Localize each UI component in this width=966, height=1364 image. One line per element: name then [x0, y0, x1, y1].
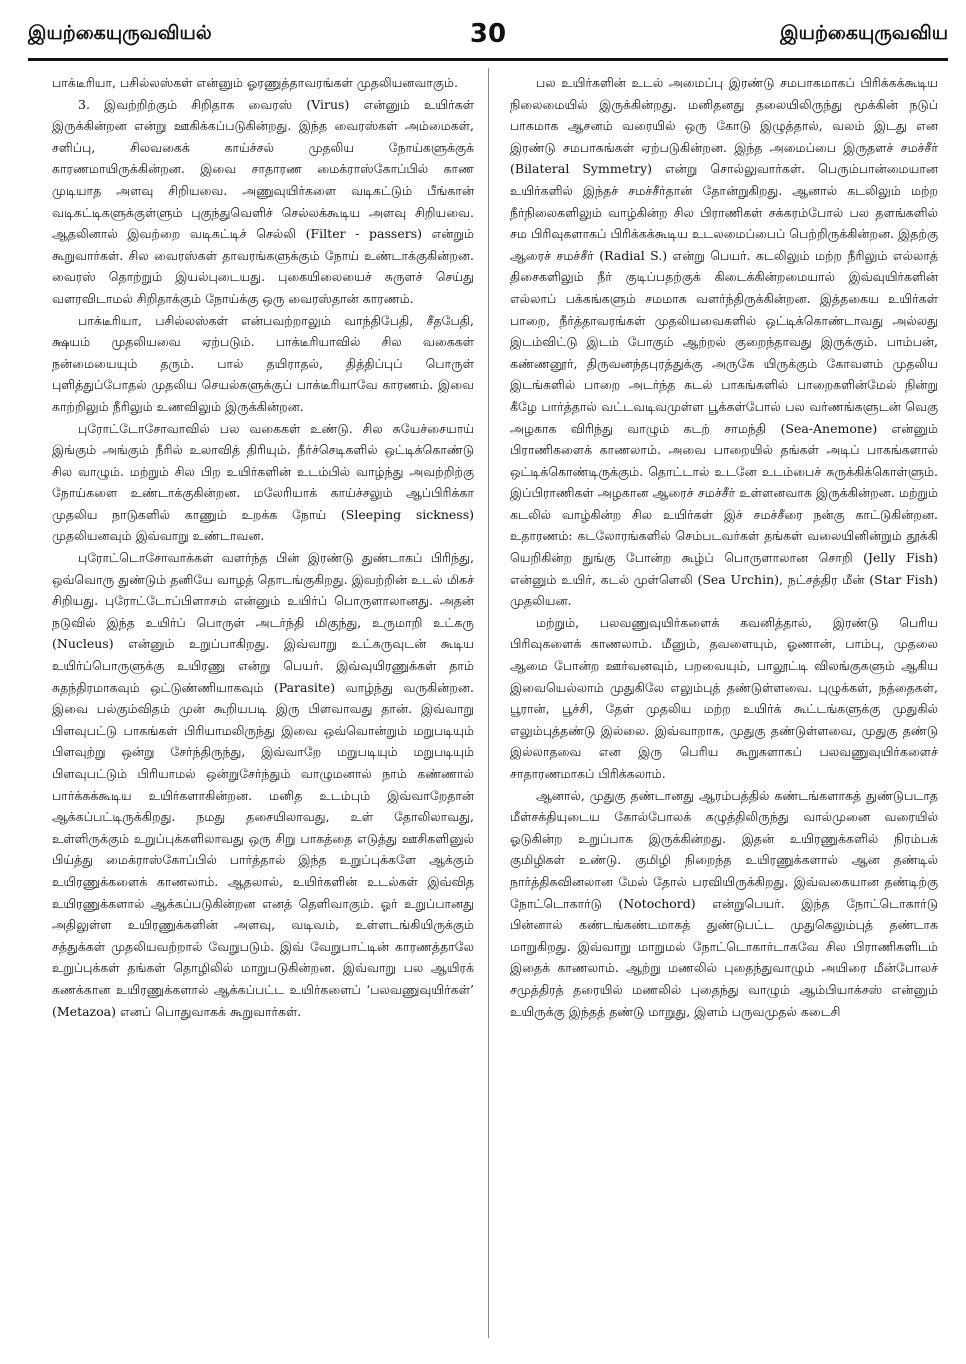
- running-title-right: இயற்கையுருவவிய: [780, 21, 948, 44]
- right-column: [510, 72, 938, 1352]
- right-paragraph: பல உயிர்களின் உடல் அமைப்பு இரண்டு சமபாகமாகப் பிரிக்கக்கூடிய நிலைமையில் இருக்கின்றது. மனிதனது தலையிலிருந்து மூக்கின் நடுப் பாகமாக ஆசனம் வரையில் ஒரு கோடு இழுத்தால், வலம் இடது என இரண்டு சமபாகங்கள் ஏற்படுகின்றன. இந்த அமைப்பை இருதளச் சமச்சீர் (Bilateral Symmetry) என்று சொல்லுவார்கள். பெரும்பான்மையான உயிர்களில் இந்தச் சமச்சீர்தான் தோன்றுகிறது. ஆனால் கடலிலும் மற்ற நீர்நிலைகளிலும் வாழ்கின்ற சில பிராணிகள் சக்கரம்போல் பல தளங்களில் சம பிரிவுகளாகப் பிரிக்கக்கூடிய உடலமைப்பைப் பெற்றிருக்கின்றன. இதற்கு ஆரைச் சமச்சீர் (Radial S.) என்று பெயர். கடலிலும் மற்ற நீரிலும் எல்லாத் திசைகளிலும் நீர் குடிப்பதற்குக் கிடைக்கின்றமையால் இவ்வுயிர்களின் எல்லாப் பக்கங்களும் சமமாக வளர்ந்திருக்கின்றன. இத்தகைய உயிர்கள் பாறை, நீர்த்தாவரங்கள் முதலியவைகளில் ஒட்டிக்கொண்டாவது அல்லது இடம்விட்டு இடம் போகும் ஆற்றல் குறைந்தாவது இருக்கும். பாம்பன், கண்ணனூர், திருவனந்தபுரத்துக்கு அருகே யிருக்கும் கோவளம் முதலிய இடங்களில் பாறை அடர்ந்த கடல் பாகங்களில் பாறைகளின்மேல் நின்று கீழே பார்த்தால் வட்டவடிவமுள்ள பூக்கள்போல் பல வர்ணங்களுடன் வெகு அழகாக விரிந்து வாழும் கடற் சாமந்தி (Sea-Anemone) என்னும் பிராணிகளைக் காணலாம். அவை பாறையில் தங்கள் அடிப் பாகங்களால் ஒட்டிக்கொண்டிருக்கும். தொட்டால் உடனே உடம்பைச் சுருக்கிக்கொள்ளும். இப்பிராணிகள் அழகான ஆரைச் சமச்சீர் உள்ளனவாக இருக்கின்றன. மற்றும் கடலில் வாழ்கின்ற சில உயிர்கள் இச் சமச்சீரை நன்கு காட்டுகின்றன. உதாரணம்: கடலோரங்களில் செம்படவர்கள் தங்கள் வலையினின்றும் தூக்கி யெறிகின்ற நுங்கு போன்ற கூழ்ப் பொருளாலான சொறி (Jelly Fish) என்னும் உயிர், கடல் முள்ளெலி (Sea Urchin), நட்சத்திர மீன் (Star Fish) முதலியன.: [510, 75, 938, 609]
- column-divider: [488, 68, 489, 1338]
- running-title-left: இயற்கையுருவவியல்: [28, 21, 212, 44]
- left-paragraph: பாக்டீரியா, பசில்லஸ்கள் என்பவற்றாலும் வாந்திபேதி, சீதபேதி, க்ஷயம் முதலியவை ஏற்படும். பாக்டீரியாவில் சில வகைகள் நன்மையையும் தரும். பால் தயிராதல், தித்திப்புப் பொருள் புளித்துப்போதல் முதலிய செயல்களுக்குப் பாக்டீரியாவே காரணம். இவை காற்றிலும் நீரிலும் உணவிலும் இருக்கின்றன.: [52, 312, 474, 414]
- page-header: [28, 14, 948, 54]
- left-paragraph: பாக்டீரியா, பசில்லஸ்கள் என்னும் ஓரணுத்தாவரங்கள் முதலியனவாகும்.: [52, 75, 458, 90]
- left-column: [52, 72, 474, 1352]
- header-rule: [28, 58, 948, 61]
- right-paragraph: ஆனால், முதுகு தண்டானது ஆரம்பத்தில் கண்டங்களாகத் துண்டுபடாத மீள்சக்தியுடைய கோல்போலக் கழுத்திலிருந்து வால்முனை வரையில் ஓடுகின்ற உறுப்பாக இருக்கின்றது. இதன் உயிரணுக்களில் நிரம்பக் குமிழிகள் உண்டு. குமிழி நிறைந்த உயிரணுக்களால் ஆன தண்டில் நார்த்திசுவினலான மேல் தோல் பரவியிருக்கிறது. இவ்வகையான தண்டிற்கு நோட்டொகார்டு (Notochord) என்றுபெயர். இந்த நோட்டொகார்டு பின்னால் கண்டங்கண்டமாகத் துண்டுபட்ட முதுகெலும்புத் தண்டாக மாறுகிறது. இவ்வாறு மாறுமல் நோட்டொகார்டாகவே சில பிராணிகளிடம் இதைக் காணலாம். ஆற்று மணலில் புதைந்துவாழும் அயிரை மீன்போலச் சமுத்திரத் தரையில் மணலில் புதைந்து வாழும் ஆம்பியாக்சஸ் என்னும் உயிருக்கு இந்தத் தண்டு மாறுது, இளம் பருவமுதல் கடைசி: [510, 787, 938, 1019]
- left-paragraph: புரோட்டொசோவாக்கள் வளர்ந்த பின் இரண்டு துண்டாகப் பிரிந்து, ஒவ்வொரு துண்டும் தனியே வாழத் தொடங்குகிறது. இவற்றின் உடல் மிகச் சிறியது. புரோட்டோப்பிளாசம் என்னும் உயிர்ப் பொருளாலானது. அதன் நடுவில் இந்த உயிர்ப் பொருள் அடர்ந்தி மிகுந்து, உருமாறி உட்கரு (Nucleus) என்னும் உறுப்பாகிறது. இவ்வாறு உட்கருவுடன் கூடிய உயிர்ப்பொருளுக்கு உயிரணு என்று பெயர். இவ்வுயிரணுக்கள் தாம் சுதந்திரமாகவும் ஒட்டுண்ணியாகவும் (Parasite) வாழ்ந்து வருகின்றன. இவை பல்கும்விதம் முன் கூறியபடி இரு பிளவாவது தான். இவ்வாறு பிளவுபட்டு பாகங்கள் பிரியாமலிருந்து இவை ஒவ்வொன்றும் மறுபடியும் பிளவுற்று ஒன்று சேர்ந்திருந்து, இவ்வாறே மறுபடியும் மறுபடியும் பிளவுபட்டும் பிரியாமல் ஒன்றுசேர்ந்தும் வாழுமனால் நாம் கண்ணால் பார்க்கக்கூடிய உயிர்களாகின்றன. மனித உடம்பும் இவ்வாறேதான் ஆக்கப்பட்டிருக்கிறது. நமது தசையிலாவது, உள் தோலிலாவது, உள்ளிருக்கும் உறுப்புக்களிலாவது ஒரு சிறு பாகத்தை எடுத்து ஊசிகளினுல் பிய்த்து மைக்ராஸ்கோப்பில் பார்த்தால் இந்த உறுப்புக்களே ஆக்கும் உயிரணுக்களைக் காணலாம். ஆதலால், உயிர்களின் உடல்கள் இவ்வித உயிரணுக்களால் ஆக்கப்படுகின்றன எனத் தெளிவாகும். ஓர் உறுப்பானது அதிலுள்ள உயிரணுக்களின் அளவு, வடிவம், உள்ளடங்கியிருக்கும் சத்துக்கள் முதலியவற்றால் வேறுபடும். இவ் வேறுபாட்டின் காரணத்தாலே உறுப்புக்கள் தங்கள் தொழிலில் மாறுபடுகின்றன. இவ்வாறு பல ஆயிரக் கணக்கான உயிரணுக்களால் ஆக்கப்பட்ட உயிர்களைப் ‘பலவணுவுயிர்கள்’ (Metazoa) எனப் பொதுவாகக் கூறுவார்கள்.: [52, 550, 474, 1019]
- page-number: 30: [469, 19, 507, 49]
- right-paragraph: மற்றும், பலவணுவுயிர்களைக் கவனித்தால், இரண்டு பெரிய பிரிவுகளைக் காணலாம். மீனும், தவளையும், ஓணான், பாம்பு, முதலை ஆமை போன்ற ஊர்வனவும், பறவையும், பாலூட்டி விலங்குகளும் ஆகிய இவையெல்லாம் முதுகிலே எலும்புத் தண்டுள்ளவை. புழுக்கள், நத்தைகள், பூரான், பூச்சி, தேள் முதலிய மற்ற உயிர்க் கூட்டங்களுக்கு முதுகில் எலும்புத்தண்டு இல்லை. இவ்வாறாக, முதுகு தண்டுள்ளவை, முதுகு தண்டு இல்லாதவை என இரு பெரிய கூறுகளாகப் பலவணுவுயிர்களைச் சாதாரணமாகப் பிரிக்கலாம்.: [510, 614, 938, 781]
- left-paragraph: புரோட்டோசோவாவில் பல வகைகள் உண்டு. சில சுயேச்சையாய் இங்கும் அங்கும் நீரில் உலாவித் திரியும். நீர்ச்செடிகளில் ஒட்டிக்கொண்டு சில வாழும். மற்றும் சில பிற உயிர்களின் உடம்பில் வாழ்ந்து அவற்றிற்கு நோய்களை உண்டாக்குகின்றன. மலேரியாக் காய்ச்சலும் ஆப்பிரிக்கா முதலிய நாடுகளில் காணும் உறக்க நோய் (Sleeping sickness) முதலியனவும் இவ்வாறு உண்டாவன.: [52, 420, 474, 544]
- left-paragraph: 3. இவற்றிற்கும் சிறிதாக வைரஸ் (Virus) என்னும் உயிர்கள் இருக்கின்றன என்று ஊகிக்கப்படுகின்றது. இந்த வைரஸ்கள் அம்மைகள், சளிப்பு, சிலவகைக் காய்ச்சல் முதலிய நோய்களுக்குக் காரணமாயிருக்கின்றன. இவை சாதாரண மைக்ராஸ்கோப்பில் காண முடியாத அளவு சிறியவை. அணுவுயிர்களை வடிகட்டும் பீங்கான் வடிகட்டிகளுக்குள்ளும் புகுந்துவெளிச் செல்லக்கூடிய அளவு சிறியவை. ஆதலினால் இவற்றை வடிகட்டிச் செல்லி (Filter - passers) என்றும் கூறுவார்கள். சில வைரஸ்கள் தாவரங்களுக்கும் நோய் உண்டாக்குகின்றன. வைரஸ் தொற்றும் இயல்புடையது. புகையிலையைச் சுருளச் செய்து வளரவிடாமல் சிறிதாக்கும் நோய்க்கு ஒரு வைரஸ்தான் காரணம்.: [52, 96, 474, 306]
